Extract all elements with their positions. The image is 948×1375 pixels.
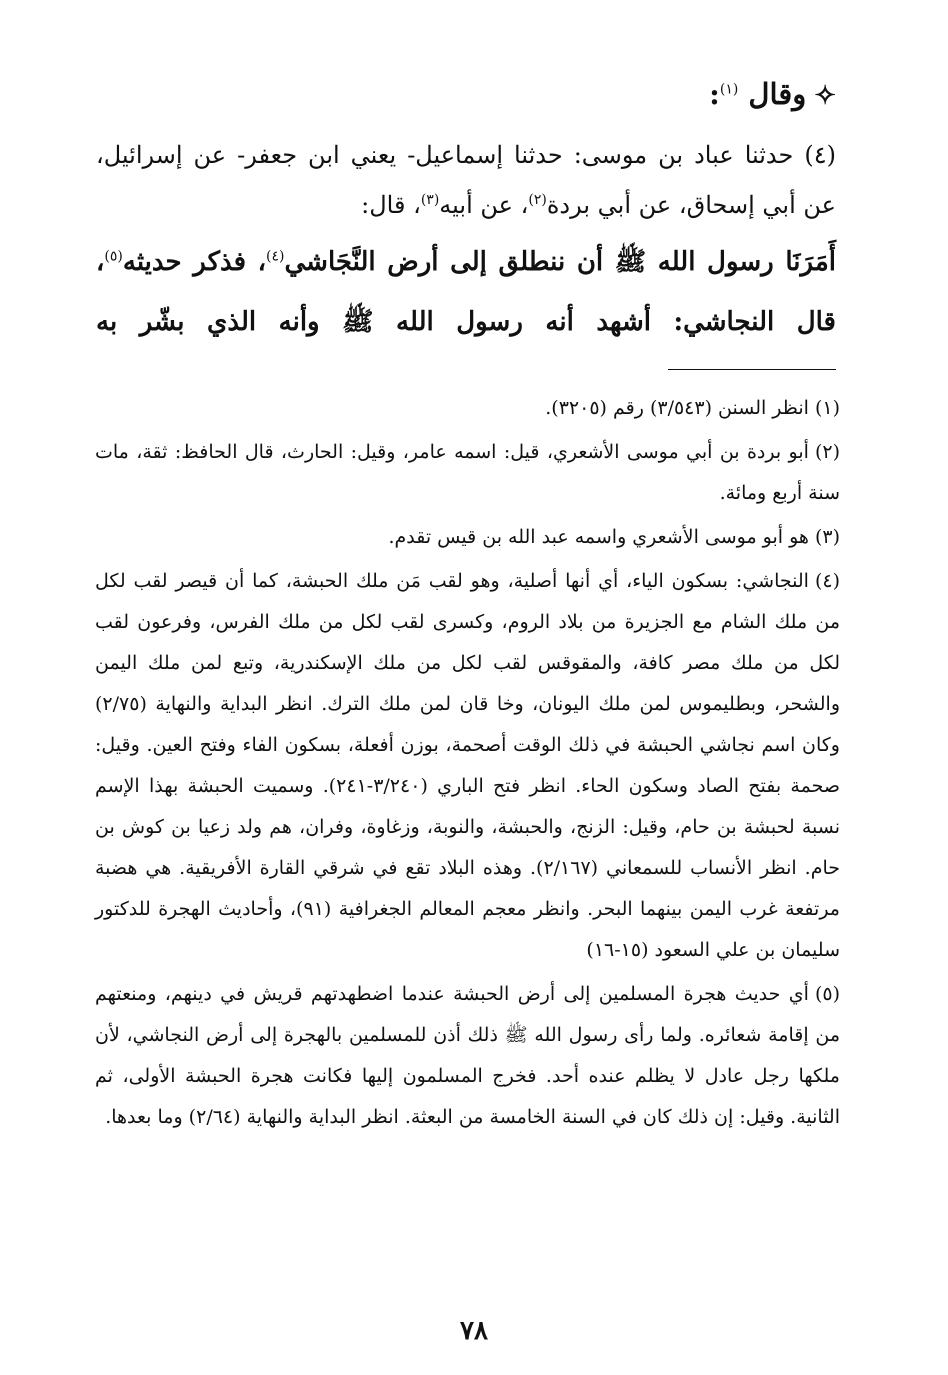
footnote-ref-2: (٢) — [528, 192, 547, 208]
isnad-text-1: (٤) حدثنا عباد بن موسى: حدثنا إسماعيل- يعني ابن جعفر- عن إسرائيل، عن أبي إسحاق، عن أبي بردة — [96, 141, 836, 219]
star-bullet-icon: ✧ — [814, 81, 836, 111]
footnote-ref-4: (٤) — [266, 248, 285, 265]
footnote-ref-5: (٥) — [104, 248, 123, 265]
footnote-3 — [95, 517, 840, 558]
footnote-number: (٥) — [814, 983, 840, 1005]
hadith-text — [96, 232, 836, 352]
footnote-1 — [95, 388, 840, 429]
section-heading — [636, 72, 836, 118]
footnote-ref-3: (٣) — [420, 192, 440, 208]
footnotes — [95, 388, 840, 1141]
footnote-number: (٢) — [814, 441, 840, 463]
heading-colon: : — [709, 77, 720, 111]
footnote-number: (٤) — [814, 570, 840, 592]
hadith-text-3: ، قال النجاشي: أشهد أنه رسول الله ﷺ وأنه الذي بشّر به — [96, 247, 836, 337]
footnote-text: هو أبو موسى الأشعري واسمه عبد الله بن قيس تقدم. — [388, 526, 809, 548]
footnote-ref-1: (١) — [719, 81, 739, 98]
heading-text: وقال — [748, 77, 807, 111]
footnote-number: (١) — [814, 397, 840, 419]
footnote-text: أي حديث هجرة المسلمين إلى أرض الحبشة عندما اضطهدتهم قريش في دينهم، ومنعتهم من إقامة شعائره. ولما رأى رسول الله ﷺ ذلك أذن للمسلمين بالهجرة إلى أرض النجاشي، لأن ملكها رجل عادل لا يظلم عنده أحد. فخرج المسلمون إليها فكانت هجرة الحبشة الأولى، ثم الثانية. وقيل: إن ذلك كان في السنة الخامسة من البعثة. انظر البداية والنهاية (٢/٦٤) وما بعدها. — [95, 983, 840, 1128]
footnote-text: النجاشي: بسكون الياء، أي أنها أصلية، وهو لقب مَن ملك الحبشة، كما أن قيصر لقب لكل من ملك الشام مع الجزيرة من بلاد الروم، وكسرى لقب لكل من ملك الفرس، وفرعون لقب لكل من ملك مصر كافة، والمقوقس لقب لكل من ملك الإسكندرية، وتبع لمن ملك اليمن والشحر، وبطليموس لمن ملك اليونان، وخا قان لمن ملك الترك. انظر البداية والنهاية (٢/٧٥) وكان اسم نجاشي الحبشة في ذلك الوقت أصحمة، بوزن أفعلة، بسكون الفاء وفتح العين. وقيل: صحمة بفتح الصاد وسكون الحاء. انظر فتح الباري (٣/٢٤٠-٢٤١). وسميت الحبشة بهذا الإسم نسبة لحبشة بن حام، وقيل: الزنج، والحبشة، والنوبة، وزغاوة، وفران، هم ولد زعيا بن كوش بن حام. انظر الأنساب للسمعاني (٢/١٦٧). وهذه البلاد تقع في شرقي القارة الأفريقية. هي هضبة مرتفعة غرب اليمن بينهما البحر. وانظر معجم المعالم الجغرافية (٩١)، وأحاديث الهجرة للدكتور سليمان بن علي السعود (١٥-١٦) — [95, 570, 841, 961]
footnote-divider — [668, 369, 836, 370]
footnote-5 — [95, 974, 840, 1138]
footnote-2 — [95, 432, 840, 514]
isnad-text-2: ، عن أبيه — [439, 191, 529, 219]
footnote-4 — [95, 561, 840, 971]
isnad-paragraph — [96, 130, 836, 230]
isnad-text-3: ، قال: — [361, 191, 421, 219]
footnote-number: (٣) — [814, 526, 840, 548]
footnote-text: انظر السنن (٣/٥٤٣) رقم (٣٢٠٥). — [545, 397, 809, 419]
hadith-text-2: ، فذكر حديثه — [122, 247, 267, 277]
footnote-text: أبو بردة بن أبي موسى الأشعري، قيل: اسمه عامر، وقيل: الحارث، قال الحافظ: ثقة، مات سنة أربع ومائة. — [95, 441, 840, 504]
hadith-text-1: أَمَرَنَا رسول الله ﷺ أن ننطلق إلى أرض النَّجَاشي — [284, 247, 836, 277]
page-number: ٧٨ — [460, 1316, 488, 1346]
